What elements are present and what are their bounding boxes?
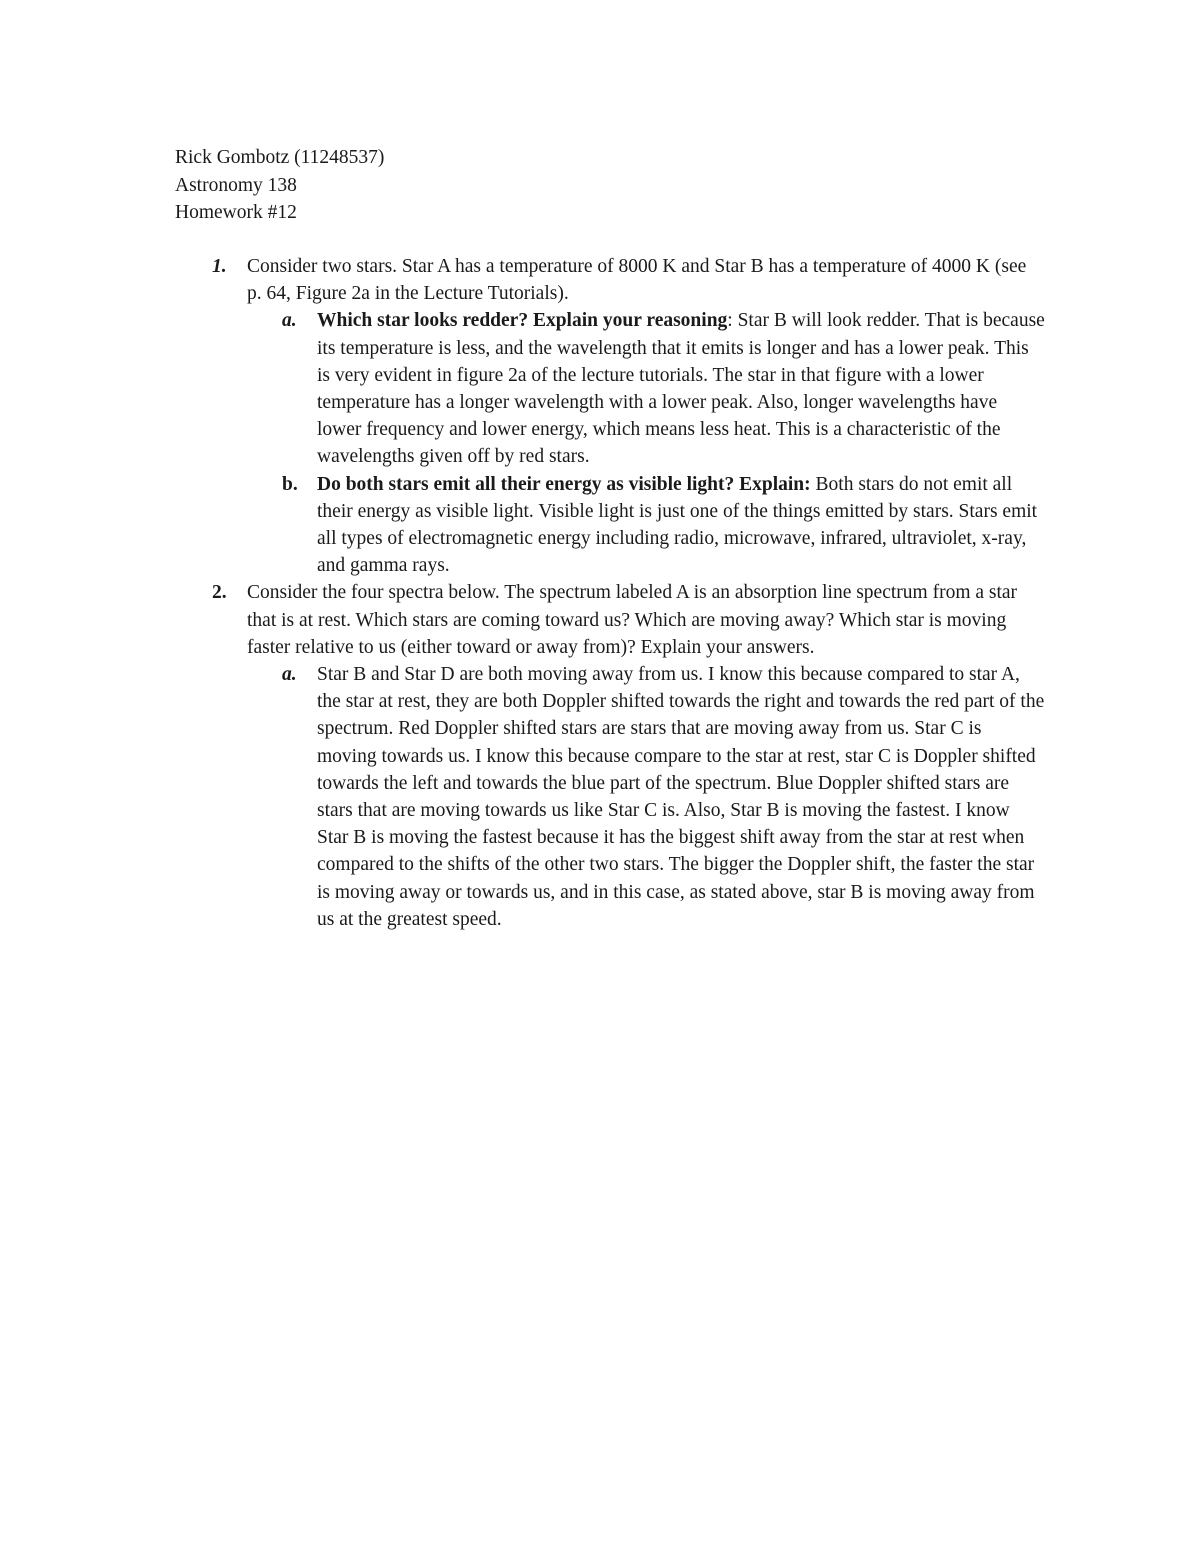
part-letter: a. <box>282 664 297 686</box>
part-letter: a. <box>282 310 297 332</box>
question-2 <box>175 579 1045 933</box>
question-number: 2. <box>212 582 227 604</box>
question-1-part-a <box>247 307 1045 470</box>
part-question: Which star looks redder? Explain your reasoning <box>317 310 728 332</box>
question-1 <box>175 253 1045 579</box>
assignment-title: Homework #12 <box>175 202 297 223</box>
question-2-part-a <box>247 661 1045 933</box>
question-prompt: Consider two stars. Star A has a temperature of 8000 K and Star B has a temperature of 4000 K (see p. 64, Figure 2a in the Lecture Tutorials). <box>247 256 1027 305</box>
question-list <box>175 253 1045 933</box>
part-answer: Star B and Star D are both moving away from us. I know this because compared to star A, the star at rest, they are both Doppler shifted towards the right and towards the red part of the spectrum. Red Doppler shifted stars are stars that are moving away from us. Star C is moving towards us. I know this because compare to the star at rest, star C is Doppler shifted towards the left and towards the blue part of the spectrum. Blue Doppler shifted stars are stars that are moving towards us like Star C is. Also, Star B is moving the fastest. I know Star B is moving the fastest because it has the biggest shift away from the star at rest when compared to the shifts of the other two stars. The bigger the Doppler shift, the faster the star is moving away or towards us, and in this case, as stated above, star B is moving away from us at the greatest speed. <box>317 664 1045 930</box>
part-answer: : Star B will look redder. That is because its temperature is less, and the wavelength that it emits is longer and has a lower peak. This is very evident in figure 2a of the lecture tutorials. The star in that figure with a lower temperature has a longer wavelength with a lower peak. Also, longer wavelengths have lower frequency and lower energy, which means less heat. This is a characteristic of the wavelengths given off by red stars. <box>317 310 1045 468</box>
question-number: 1. <box>212 256 227 277</box>
document-header <box>175 144 1075 227</box>
part-content <box>317 307 1045 470</box>
question-1-part-b <box>247 471 1045 580</box>
question-prompt: Consider the four spectra below. The spectrum labeled A is an absorption line spectrum from a star that is at rest. Which stars are coming toward us? Which are moving away? Which star is moving faster relative to us (either toward or away from)? Explain your answers. <box>247 582 1018 658</box>
part-content <box>317 471 1045 580</box>
student-name: Rick Gombotz (11248537) <box>175 147 385 168</box>
part-question: Do both stars emit all their energy as visible light? Explain: <box>317 473 811 495</box>
course-name: Astronomy 138 <box>175 174 297 196</box>
part-answer: Both stars do not emit all their energy as visible light. Visible light is just one of the things emitted by stars. Stars emit all types of electromagnetic energy including radio, microwave, infrared, ultraviolet, x-ray, and gamma rays. <box>317 473 1038 577</box>
part-letter: b. <box>282 473 298 495</box>
